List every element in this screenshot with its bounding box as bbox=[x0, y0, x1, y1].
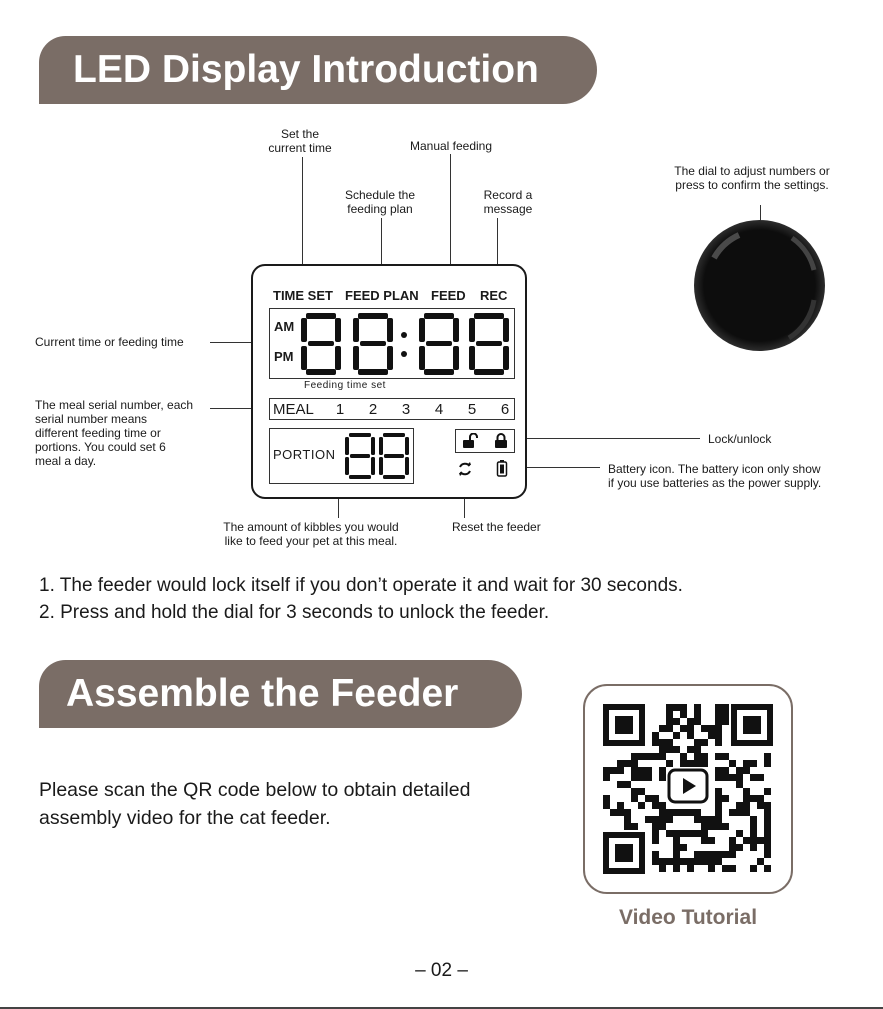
qr-module bbox=[659, 823, 666, 830]
qr-module bbox=[638, 753, 645, 760]
lock-icon bbox=[494, 433, 508, 449]
qr-module bbox=[645, 767, 652, 774]
meal-number: 3 bbox=[401, 401, 411, 418]
qr-module bbox=[687, 760, 694, 767]
qr-module bbox=[757, 795, 764, 802]
qr-module bbox=[708, 732, 715, 739]
qr-module bbox=[715, 774, 722, 781]
meal-number: 1 bbox=[335, 401, 345, 418]
page-number: – 02 – bbox=[415, 960, 468, 981]
qr-module bbox=[694, 851, 701, 858]
qr-module bbox=[708, 725, 715, 732]
qr-module bbox=[673, 837, 680, 844]
qr-module bbox=[603, 802, 610, 809]
dial-highlight bbox=[694, 220, 825, 351]
annotation-schedule: Schedule the feeding plan bbox=[344, 188, 416, 216]
qr-module bbox=[652, 739, 659, 746]
qr-module bbox=[624, 781, 631, 788]
qr-module bbox=[729, 865, 736, 872]
qr-module bbox=[617, 802, 624, 809]
qr-module bbox=[694, 816, 701, 823]
qr-module bbox=[750, 774, 757, 781]
qr-module bbox=[652, 837, 659, 844]
qr-module bbox=[631, 774, 638, 781]
qr-module bbox=[687, 746, 694, 753]
qr-module bbox=[701, 823, 708, 830]
qr-module bbox=[701, 830, 708, 837]
qr-module bbox=[624, 816, 631, 823]
qr-module bbox=[750, 816, 757, 823]
meal-number: 6 bbox=[500, 401, 510, 418]
am-indicator: AM bbox=[274, 319, 295, 334]
qr-module bbox=[687, 830, 694, 837]
qr-module bbox=[680, 830, 687, 837]
qr-module bbox=[701, 739, 708, 746]
qr-module bbox=[743, 795, 750, 802]
qr-module bbox=[680, 711, 687, 718]
qr-module bbox=[652, 753, 659, 760]
qr-module bbox=[750, 760, 757, 767]
qr-module bbox=[610, 767, 617, 774]
lcd-label-feed: FEED bbox=[431, 288, 466, 303]
qr-module bbox=[659, 865, 666, 872]
qr-module bbox=[708, 837, 715, 844]
qr-module bbox=[666, 760, 673, 767]
annotation-amount: The amount of kibbles you would like to feed your pet at this meal. bbox=[223, 520, 399, 548]
qr-module bbox=[673, 844, 680, 851]
qr-module bbox=[666, 746, 673, 753]
qr-module bbox=[687, 725, 694, 732]
qr-module bbox=[743, 788, 750, 795]
qr-module bbox=[764, 788, 771, 795]
qr-module bbox=[680, 760, 687, 767]
qr-module bbox=[701, 725, 708, 732]
qr-module bbox=[638, 767, 645, 774]
qr-module bbox=[722, 753, 729, 760]
qr-module bbox=[764, 816, 771, 823]
seven-segment-time bbox=[300, 312, 512, 376]
qr-module bbox=[750, 844, 757, 851]
qr-module bbox=[736, 767, 743, 774]
annotation-set-time: Set the current time bbox=[268, 127, 332, 155]
qr-module bbox=[645, 774, 652, 781]
annotation-lock: Lock/unlock bbox=[708, 432, 772, 446]
qr-module bbox=[603, 795, 610, 802]
qr-module bbox=[715, 823, 722, 830]
qr-module bbox=[715, 725, 722, 732]
qr-module bbox=[673, 851, 680, 858]
qr-module bbox=[757, 837, 764, 844]
qr-module bbox=[694, 830, 701, 837]
qr-module bbox=[764, 760, 771, 767]
qr-module bbox=[631, 823, 638, 830]
qr-module bbox=[715, 711, 722, 718]
qr-module bbox=[764, 802, 771, 809]
lcd-label-time-set: TIME SET bbox=[273, 288, 333, 303]
qr-module bbox=[666, 725, 673, 732]
qr-module bbox=[729, 760, 736, 767]
portion-label: PORTION bbox=[273, 447, 336, 462]
qr-module bbox=[694, 718, 701, 725]
meal-number: 5 bbox=[467, 401, 477, 418]
qr-module bbox=[617, 760, 624, 767]
qr-module bbox=[736, 844, 743, 851]
qr-module bbox=[722, 865, 729, 872]
qr-module bbox=[666, 816, 673, 823]
unlock-icon bbox=[462, 433, 480, 449]
qr-module bbox=[603, 767, 610, 774]
qr-module bbox=[722, 704, 729, 711]
qr-module bbox=[617, 767, 624, 774]
qr-module bbox=[659, 739, 666, 746]
qr-module bbox=[764, 851, 771, 858]
qr-module bbox=[666, 711, 673, 718]
qr-module bbox=[652, 858, 659, 865]
qr-module bbox=[659, 767, 666, 774]
qr-module bbox=[652, 816, 659, 823]
qr-module bbox=[631, 767, 638, 774]
qr-module bbox=[673, 732, 680, 739]
qr-module bbox=[722, 767, 729, 774]
qr-module bbox=[764, 844, 771, 851]
meal-box bbox=[269, 398, 515, 420]
qr-module bbox=[687, 718, 694, 725]
qr-module bbox=[666, 809, 673, 816]
qr-module bbox=[694, 753, 701, 760]
qr-module bbox=[617, 809, 624, 816]
qr-module bbox=[687, 858, 694, 865]
qr-module bbox=[708, 851, 715, 858]
qr-module bbox=[645, 816, 652, 823]
qr-module bbox=[638, 802, 645, 809]
qr-module bbox=[652, 795, 659, 802]
qr-module bbox=[729, 774, 736, 781]
qr-module bbox=[708, 858, 715, 865]
qr-module bbox=[631, 753, 638, 760]
qr-module bbox=[722, 795, 729, 802]
qr-module bbox=[645, 753, 652, 760]
qr-module bbox=[764, 823, 771, 830]
digit-portion-tens bbox=[345, 433, 375, 479]
lcd-label-rec: REC bbox=[480, 288, 508, 303]
qr-module bbox=[743, 802, 750, 809]
digit-minute-tens bbox=[419, 313, 459, 375]
note-line: 1. The feeder would lock itself if you don’t operate it and wait for 30 seconds. bbox=[39, 575, 683, 596]
annotation-record: Record a message bbox=[483, 188, 533, 216]
qr-module bbox=[659, 816, 666, 823]
qr-module bbox=[680, 809, 687, 816]
qr-module bbox=[680, 844, 687, 851]
qr-module bbox=[715, 732, 722, 739]
annotation-dial: The dial to adjust numbers or press to confirm the settings. bbox=[674, 164, 830, 192]
qr-module bbox=[715, 718, 722, 725]
qr-module bbox=[701, 837, 708, 844]
qr-module bbox=[694, 746, 701, 753]
note-line: 2. Press and hold the dial for 3 seconds to unlock the feeder. bbox=[39, 602, 550, 623]
qr-module bbox=[729, 837, 736, 844]
digit-minute-ones bbox=[469, 313, 509, 375]
qr-module bbox=[666, 739, 673, 746]
qr-module bbox=[708, 816, 715, 823]
digit-hour-tens bbox=[301, 313, 341, 375]
qr-module bbox=[764, 830, 771, 837]
qr-module bbox=[701, 760, 708, 767]
qr-module bbox=[659, 774, 666, 781]
feeding-time-set-label: Feeding time set bbox=[304, 380, 386, 391]
digit-hour-ones bbox=[353, 313, 393, 375]
qr-module bbox=[729, 809, 736, 816]
qr-module bbox=[729, 851, 736, 858]
video-tutorial-label: Video Tutorial bbox=[618, 906, 758, 929]
leader-line bbox=[515, 438, 700, 439]
qr-module bbox=[736, 781, 743, 788]
battery-icon bbox=[496, 460, 508, 477]
meal-number: 2 bbox=[368, 401, 378, 418]
qr-module bbox=[764, 837, 771, 844]
lock-box bbox=[455, 429, 515, 453]
qr-module bbox=[722, 851, 729, 858]
qr-module bbox=[722, 718, 729, 725]
qr-module bbox=[715, 809, 722, 816]
qr-module bbox=[659, 753, 666, 760]
qr-module bbox=[764, 809, 771, 816]
qr-module bbox=[624, 823, 631, 830]
assembly-instructions: Please scan the QR code below to obtain detailed assembly video for the cat feeder. bbox=[39, 779, 471, 829]
qr-module bbox=[729, 844, 736, 851]
qr-module bbox=[694, 858, 701, 865]
time-display-box bbox=[269, 308, 515, 379]
qr-module bbox=[736, 802, 743, 809]
pm-indicator: PM bbox=[274, 349, 294, 364]
qr-module bbox=[722, 823, 729, 830]
qr-module bbox=[694, 809, 701, 816]
annotation-reset: Reset the feeder bbox=[452, 520, 541, 534]
qr-module bbox=[694, 760, 701, 767]
qr-module bbox=[624, 760, 631, 767]
qr-module bbox=[715, 753, 722, 760]
qr-module bbox=[680, 858, 687, 865]
qr-module bbox=[631, 795, 638, 802]
qr-module bbox=[680, 725, 687, 732]
qr-module bbox=[687, 865, 694, 872]
qr-module bbox=[680, 704, 687, 711]
qr-module bbox=[722, 774, 729, 781]
qr-module bbox=[743, 760, 750, 767]
qr-module bbox=[631, 760, 638, 767]
qr-module bbox=[666, 704, 673, 711]
qr-module bbox=[764, 865, 771, 872]
qr-module bbox=[757, 802, 764, 809]
qr-code bbox=[603, 704, 773, 874]
qr-module bbox=[673, 830, 680, 837]
qr-module bbox=[715, 858, 722, 865]
qr-module bbox=[603, 774, 610, 781]
annotation-meal-serial: The meal serial number, each serial number means different feeding time or portions. You could set 6 meal a day. bbox=[35, 398, 194, 468]
qr-module bbox=[645, 795, 652, 802]
qr-module bbox=[638, 774, 645, 781]
qr-module bbox=[757, 774, 764, 781]
qr-module bbox=[715, 802, 722, 809]
qr-module bbox=[736, 774, 743, 781]
qr-module bbox=[666, 858, 673, 865]
meal-label: MEAL bbox=[273, 401, 314, 418]
section-title-banner bbox=[39, 660, 522, 728]
qr-module bbox=[750, 830, 757, 837]
qr-module bbox=[694, 704, 701, 711]
qr-module bbox=[750, 823, 757, 830]
section-title: LED Display Introduction bbox=[73, 48, 539, 91]
qr-module bbox=[673, 809, 680, 816]
qr-module bbox=[757, 858, 764, 865]
qr-module bbox=[652, 802, 659, 809]
lcd-label-feed-plan: FEED PLAN bbox=[345, 288, 419, 303]
annotation-manual-feeding: Manual feeding bbox=[409, 139, 493, 153]
qr-module bbox=[743, 767, 750, 774]
qr-module bbox=[750, 865, 757, 872]
qr-module bbox=[673, 858, 680, 865]
qr-module bbox=[659, 802, 666, 809]
qr-module bbox=[673, 704, 680, 711]
qr-module bbox=[715, 816, 722, 823]
qr-module bbox=[652, 851, 659, 858]
qr-module bbox=[715, 851, 722, 858]
qr-module bbox=[750, 795, 757, 802]
qr-module bbox=[701, 851, 708, 858]
colon-dot bbox=[401, 351, 407, 357]
qr-module bbox=[750, 837, 757, 844]
qr-code-frame bbox=[583, 684, 793, 894]
qr-module bbox=[708, 865, 715, 872]
annotation-battery: Battery icon. The battery icon only show if you use batteries as the power supply. bbox=[608, 462, 822, 490]
qr-module bbox=[708, 823, 715, 830]
portion-box bbox=[269, 428, 414, 484]
seven-segment-portion bbox=[344, 432, 410, 480]
qr-module bbox=[610, 809, 617, 816]
qr-module bbox=[743, 837, 750, 844]
qr-module bbox=[680, 753, 687, 760]
colon-dot bbox=[401, 332, 407, 338]
qr-module bbox=[687, 732, 694, 739]
qr-module bbox=[694, 739, 701, 746]
qr-module bbox=[715, 704, 722, 711]
qr-module bbox=[652, 830, 659, 837]
qr-module bbox=[659, 746, 666, 753]
qr-module bbox=[673, 746, 680, 753]
qr-module bbox=[715, 739, 722, 746]
qr-module bbox=[715, 795, 722, 802]
qr-module bbox=[715, 788, 722, 795]
qr-module bbox=[659, 725, 666, 732]
qr-module bbox=[659, 858, 666, 865]
qr-module bbox=[652, 823, 659, 830]
qr-module bbox=[659, 809, 666, 816]
qr-module bbox=[701, 858, 708, 865]
reset-icon bbox=[457, 461, 473, 477]
qr-module bbox=[736, 809, 743, 816]
annotation-current-time: Current time or feeding time bbox=[35, 335, 184, 349]
qr-module bbox=[715, 767, 722, 774]
qr-module bbox=[673, 865, 680, 872]
qr-module bbox=[652, 732, 659, 739]
qr-module bbox=[687, 809, 694, 816]
qr-module bbox=[631, 788, 638, 795]
qr-module bbox=[666, 718, 673, 725]
digit-portion-ones bbox=[379, 433, 409, 479]
dial-knob bbox=[694, 220, 825, 351]
section-title: Assemble the Feeder bbox=[66, 672, 459, 715]
qr-module bbox=[736, 830, 743, 837]
qr-module bbox=[666, 830, 673, 837]
section-title-banner bbox=[39, 36, 597, 104]
qr-module bbox=[624, 809, 631, 816]
qr-module bbox=[694, 711, 701, 718]
qr-module bbox=[701, 816, 708, 823]
qr-module bbox=[764, 753, 771, 760]
qr-module bbox=[701, 753, 708, 760]
qr-module bbox=[673, 718, 680, 725]
meal-number: 4 bbox=[434, 401, 444, 418]
qr-module bbox=[617, 781, 624, 788]
qr-module bbox=[638, 788, 645, 795]
qr-module bbox=[722, 711, 729, 718]
lcd-display bbox=[251, 264, 527, 499]
qr-module bbox=[743, 809, 750, 816]
